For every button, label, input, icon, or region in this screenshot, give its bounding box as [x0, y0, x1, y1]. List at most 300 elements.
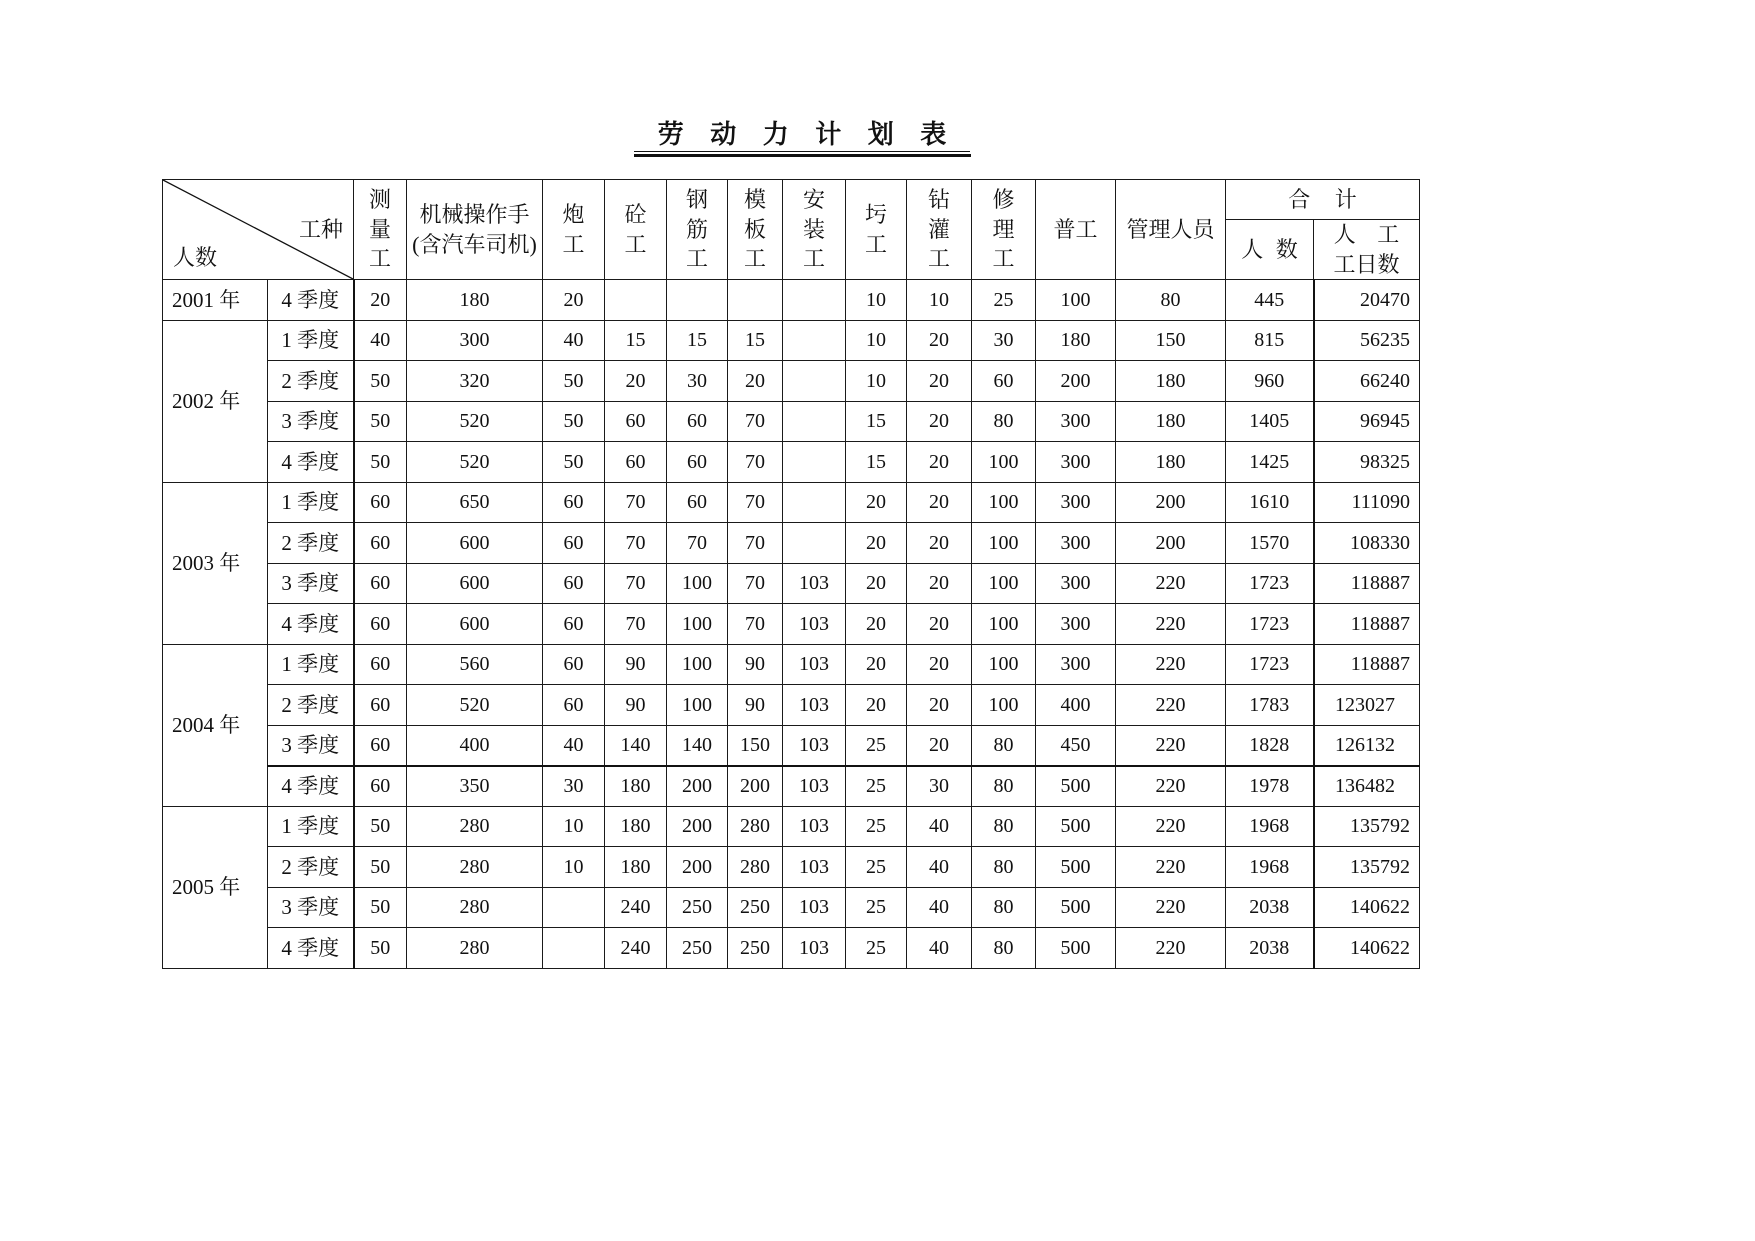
col-header-label: 管理人员 [1126, 216, 1215, 242]
cell-rebar-worker: 60 [667, 482, 728, 523]
year-cell: 2001 年 [163, 280, 268, 321]
cell-installer [783, 280, 846, 321]
col-header-total [1226, 180, 1420, 220]
col-header-machine-operator [407, 180, 543, 280]
cell-surveyor: 60 [354, 644, 407, 685]
cell-rebar-worker: 250 [667, 928, 728, 969]
cell-total-headcount: 2038 [1226, 887, 1314, 928]
year-cell: 2003 年 [163, 482, 268, 644]
cell-mason: 25 [846, 766, 907, 807]
cell-general-laborer: 300 [1036, 442, 1116, 483]
cell-drill-grout-worker: 20 [907, 725, 972, 766]
cell-total-workdays: 140622 [1314, 887, 1420, 928]
cell-mason: 20 [846, 523, 907, 564]
cell-drill-grout-worker: 20 [907, 401, 972, 442]
table-row [163, 725, 1420, 766]
title-underline-thick [634, 154, 971, 157]
cell-rebar-worker [667, 280, 728, 321]
table-header [163, 180, 1420, 280]
cell-installer: 103 [783, 563, 846, 604]
cell-concrete-worker: 60 [605, 442, 667, 483]
cell-repair-worker: 100 [972, 604, 1036, 645]
col-header-label: 人 工 [1333, 222, 1400, 247]
cell-total-workdays: 108330 [1314, 523, 1420, 564]
cell-installer [783, 442, 846, 483]
col-header-drill-grout-worker [907, 180, 972, 280]
cell-management-staff: 220 [1116, 887, 1226, 928]
cell-general-laborer: 300 [1036, 604, 1116, 645]
cell-total-headcount: 1978 [1226, 766, 1314, 807]
cell-total-workdays: 136482 [1314, 766, 1420, 807]
cell-blaster: 60 [543, 563, 605, 604]
cell-blaster: 10 [543, 847, 605, 888]
year-cell: 2002 年 [163, 320, 268, 482]
cell-formwork-worker: 200 [728, 766, 783, 807]
cell-concrete-worker: 180 [605, 847, 667, 888]
table-row [163, 401, 1420, 442]
quarter-cell: 2 季度 [268, 685, 354, 726]
cell-total-workdays: 118887 [1314, 644, 1420, 685]
col-header-management-staff [1116, 180, 1226, 280]
cell-surveyor: 50 [354, 887, 407, 928]
cell-installer [783, 361, 846, 402]
cell-total-headcount: 1783 [1226, 685, 1314, 726]
quarter-cell: 2 季度 [268, 523, 354, 564]
cell-rebar-worker: 60 [667, 442, 728, 483]
cell-repair-worker: 80 [972, 887, 1036, 928]
cell-total-workdays: 96945 [1314, 401, 1420, 442]
cell-drill-grout-worker: 40 [907, 806, 972, 847]
cell-formwork-worker: 70 [728, 523, 783, 564]
cell-drill-grout-worker: 20 [907, 320, 972, 361]
cell-management-staff: 220 [1116, 685, 1226, 726]
cell-mason: 25 [846, 725, 907, 766]
cell-total-headcount: 445 [1226, 280, 1314, 321]
col-header-label: 钢筋工 [685, 187, 708, 272]
cell-concrete-worker: 60 [605, 401, 667, 442]
cell-management-staff: 180 [1116, 442, 1226, 483]
cell-rebar-worker: 70 [667, 523, 728, 564]
col-header-installer [783, 180, 846, 280]
cell-machine-operator: 520 [407, 442, 543, 483]
cell-concrete-worker: 20 [605, 361, 667, 402]
cell-formwork-worker: 280 [728, 847, 783, 888]
corner-header [163, 180, 354, 280]
col-header-label: 砼工 [624, 202, 647, 257]
table-row [163, 361, 1420, 402]
col-header-label: 炮工 [562, 202, 585, 257]
cell-rebar-worker: 140 [667, 725, 728, 766]
cell-mason: 15 [846, 401, 907, 442]
cell-management-staff: 180 [1116, 361, 1226, 402]
cell-machine-operator: 600 [407, 604, 543, 645]
cell-general-laborer: 300 [1036, 563, 1116, 604]
cell-rebar-worker: 200 [667, 806, 728, 847]
cell-concrete-worker: 70 [605, 563, 667, 604]
cell-concrete-worker: 70 [605, 604, 667, 645]
col-header-surveyor [354, 180, 407, 280]
cell-formwork-worker: 90 [728, 685, 783, 726]
cell-total-headcount: 2038 [1226, 928, 1314, 969]
table-body [163, 280, 1420, 969]
cell-formwork-worker [728, 280, 783, 321]
cell-rebar-worker: 100 [667, 644, 728, 685]
cell-installer: 103 [783, 644, 846, 685]
cell-general-laborer: 450 [1036, 725, 1116, 766]
cell-drill-grout-worker: 20 [907, 442, 972, 483]
corner-row-axis-label: 人数 [173, 245, 218, 270]
cell-general-laborer: 180 [1036, 320, 1116, 361]
cell-repair-worker: 80 [972, 928, 1036, 969]
cell-total-workdays: 135792 [1314, 847, 1420, 888]
cell-total-headcount: 1723 [1226, 563, 1314, 604]
cell-drill-grout-worker: 40 [907, 887, 972, 928]
cell-mason: 10 [846, 280, 907, 321]
cell-installer: 103 [783, 928, 846, 969]
cell-installer: 103 [783, 847, 846, 888]
table-row [163, 320, 1420, 361]
cell-installer [783, 401, 846, 442]
cell-blaster: 40 [543, 320, 605, 361]
cell-machine-operator: 400 [407, 725, 543, 766]
cell-surveyor: 50 [354, 401, 407, 442]
cell-concrete-worker [605, 280, 667, 321]
cell-total-workdays: 56235 [1314, 320, 1420, 361]
cell-rebar-worker: 15 [667, 320, 728, 361]
quarter-cell: 3 季度 [268, 725, 354, 766]
cell-general-laborer: 300 [1036, 523, 1116, 564]
title-underline-thin [634, 151, 970, 152]
col-header-mason [846, 180, 907, 280]
cell-concrete-worker: 240 [605, 928, 667, 969]
cell-rebar-worker: 200 [667, 847, 728, 888]
cell-surveyor: 50 [354, 442, 407, 483]
cell-total-workdays: 66240 [1314, 361, 1420, 402]
table-row [163, 887, 1420, 928]
cell-machine-operator: 280 [407, 847, 543, 888]
col-header-concrete-worker [605, 180, 667, 280]
cell-repair-worker: 100 [972, 442, 1036, 483]
quarter-cell: 4 季度 [268, 604, 354, 645]
cell-total-workdays: 20470 [1314, 280, 1420, 321]
cell-machine-operator: 300 [407, 320, 543, 361]
cell-rebar-worker: 60 [667, 401, 728, 442]
cell-drill-grout-worker: 20 [907, 685, 972, 726]
cell-repair-worker: 25 [972, 280, 1036, 321]
cell-concrete-worker: 180 [605, 806, 667, 847]
quarter-cell: 4 季度 [268, 766, 354, 807]
quarter-cell: 2 季度 [268, 361, 354, 402]
cell-mason: 20 [846, 685, 907, 726]
cell-general-laborer: 500 [1036, 806, 1116, 847]
col-header-blaster [543, 180, 605, 280]
cell-installer: 103 [783, 685, 846, 726]
cell-drill-grout-worker: 40 [907, 928, 972, 969]
cell-total-workdays: 111090 [1314, 482, 1420, 523]
cell-rebar-worker: 100 [667, 604, 728, 645]
cell-concrete-worker: 90 [605, 685, 667, 726]
cell-total-headcount: 1405 [1226, 401, 1314, 442]
cell-drill-grout-worker: 20 [907, 523, 972, 564]
cell-blaster: 20 [543, 280, 605, 321]
cell-concrete-worker: 15 [605, 320, 667, 361]
cell-general-laborer: 300 [1036, 644, 1116, 685]
cell-total-headcount: 1828 [1226, 725, 1314, 766]
cell-repair-worker: 100 [972, 482, 1036, 523]
cell-installer [783, 320, 846, 361]
cell-drill-grout-worker: 30 [907, 766, 972, 807]
cell-blaster [543, 887, 605, 928]
cell-general-laborer: 500 [1036, 847, 1116, 888]
cell-blaster: 40 [543, 725, 605, 766]
cell-total-headcount: 1610 [1226, 482, 1314, 523]
col-header-label: 圬工 [864, 202, 887, 257]
cell-total-workdays: 118887 [1314, 563, 1420, 604]
cell-general-laborer: 400 [1036, 685, 1116, 726]
col-header-repair-worker [972, 180, 1036, 280]
cell-machine-operator: 280 [407, 806, 543, 847]
cell-mason: 20 [846, 482, 907, 523]
cell-machine-operator: 600 [407, 563, 543, 604]
cell-installer: 103 [783, 766, 846, 807]
cell-formwork-worker: 70 [728, 563, 783, 604]
quarter-cell: 2 季度 [268, 847, 354, 888]
cell-general-laborer: 200 [1036, 361, 1116, 402]
quarter-cell: 1 季度 [268, 482, 354, 523]
cell-drill-grout-worker: 20 [907, 361, 972, 402]
cell-blaster: 30 [543, 766, 605, 807]
cell-total-headcount: 1723 [1226, 644, 1314, 685]
cell-formwork-worker: 280 [728, 806, 783, 847]
cell-mason: 25 [846, 847, 907, 888]
cell-management-staff: 220 [1116, 725, 1226, 766]
cell-surveyor: 60 [354, 685, 407, 726]
cell-management-staff: 220 [1116, 563, 1226, 604]
cell-drill-grout-worker: 20 [907, 644, 972, 685]
cell-surveyor: 60 [354, 482, 407, 523]
cell-rebar-worker: 250 [667, 887, 728, 928]
cell-formwork-worker: 70 [728, 482, 783, 523]
cell-concrete-worker: 70 [605, 523, 667, 564]
cell-formwork-worker: 20 [728, 361, 783, 402]
col-header-label: 合 计 [1288, 186, 1357, 212]
table-row [163, 766, 1420, 807]
cell-management-staff: 220 [1116, 928, 1226, 969]
table-row [163, 847, 1420, 888]
col-header-label: 钻灌工 [927, 187, 950, 272]
cell-machine-operator: 280 [407, 887, 543, 928]
cell-total-headcount: 1425 [1226, 442, 1314, 483]
col-header-total-workdays [1314, 220, 1420, 280]
cell-blaster: 10 [543, 806, 605, 847]
cell-management-staff: 180 [1116, 401, 1226, 442]
cell-management-staff: 200 [1116, 523, 1226, 564]
corner-header-box [163, 180, 353, 279]
cell-machine-operator: 520 [407, 685, 543, 726]
cell-repair-worker: 80 [972, 847, 1036, 888]
table-row [163, 644, 1420, 685]
cell-blaster [543, 928, 605, 969]
table-row [163, 928, 1420, 969]
cell-machine-operator: 320 [407, 361, 543, 402]
cell-surveyor: 60 [354, 523, 407, 564]
cell-total-workdays: 126132 [1314, 725, 1420, 766]
cell-blaster: 60 [543, 685, 605, 726]
cell-formwork-worker: 250 [728, 887, 783, 928]
cell-machine-operator: 600 [407, 523, 543, 564]
quarter-cell: 3 季度 [268, 401, 354, 442]
cell-blaster: 60 [543, 644, 605, 685]
quarter-cell: 4 季度 [268, 442, 354, 483]
col-header-formwork-worker [728, 180, 783, 280]
table-row [163, 442, 1420, 483]
cell-machine-operator: 520 [407, 401, 543, 442]
cell-formwork-worker: 70 [728, 442, 783, 483]
cell-mason: 20 [846, 563, 907, 604]
cell-mason: 15 [846, 442, 907, 483]
cell-machine-operator: 350 [407, 766, 543, 807]
cell-blaster: 50 [543, 361, 605, 402]
col-header-note: (含汽车司机) [412, 231, 537, 257]
cell-total-workdays: 123027 [1314, 685, 1420, 726]
cell-drill-grout-worker: 20 [907, 482, 972, 523]
quarter-cell: 3 季度 [268, 887, 354, 928]
cell-concrete-worker: 90 [605, 644, 667, 685]
cell-surveyor: 60 [354, 725, 407, 766]
col-header-label: 测量工 [368, 187, 391, 272]
col-header-label: 修理工 [992, 187, 1015, 272]
col-header-general-laborer [1036, 180, 1116, 280]
cell-total-headcount: 960 [1226, 361, 1314, 402]
header-row [163, 180, 1420, 220]
cell-general-laborer: 500 [1036, 766, 1116, 807]
quarter-cell: 3 季度 [268, 563, 354, 604]
col-header-total-headcount [1226, 220, 1314, 280]
cell-concrete-worker: 70 [605, 482, 667, 523]
cell-mason: 20 [846, 604, 907, 645]
cell-repair-worker: 80 [972, 806, 1036, 847]
cell-rebar-worker: 200 [667, 766, 728, 807]
cell-total-workdays: 118887 [1314, 604, 1420, 645]
cell-management-staff: 200 [1116, 482, 1226, 523]
cell-total-workdays: 98325 [1314, 442, 1420, 483]
cell-formwork-worker: 150 [728, 725, 783, 766]
cell-installer [783, 523, 846, 564]
cell-machine-operator: 650 [407, 482, 543, 523]
cell-repair-worker: 100 [972, 523, 1036, 564]
cell-management-staff: 220 [1116, 644, 1226, 685]
labor-plan-table [162, 179, 1420, 969]
col-header-label: 工日数 [1333, 251, 1400, 277]
cell-repair-worker: 80 [972, 725, 1036, 766]
cell-drill-grout-worker: 20 [907, 604, 972, 645]
cell-management-staff: 80 [1116, 280, 1226, 321]
cell-blaster: 60 [543, 482, 605, 523]
cell-installer: 103 [783, 806, 846, 847]
cell-rebar-worker: 100 [667, 563, 728, 604]
table-row [163, 604, 1420, 645]
cell-installer: 103 [783, 725, 846, 766]
col-header-label: 人 数 [1241, 236, 1298, 262]
col-header-label: 普工 [1053, 216, 1098, 242]
cell-installer [783, 482, 846, 523]
cell-management-staff: 220 [1116, 604, 1226, 645]
year-cell: 2005 年 [163, 806, 268, 968]
cell-formwork-worker: 90 [728, 644, 783, 685]
cell-surveyor: 50 [354, 361, 407, 402]
table-row [163, 806, 1420, 847]
table-row [163, 563, 1420, 604]
cell-concrete-worker: 240 [605, 887, 667, 928]
table-row [163, 280, 1420, 321]
cell-total-headcount: 1968 [1226, 847, 1314, 888]
cell-management-staff: 220 [1116, 766, 1226, 807]
cell-blaster: 60 [543, 523, 605, 564]
corner-column-axis-label: 工种 [298, 217, 343, 242]
cell-total-headcount: 1723 [1226, 604, 1314, 645]
quarter-cell: 1 季度 [268, 806, 354, 847]
quarter-cell: 1 季度 [268, 320, 354, 361]
cell-management-staff: 220 [1116, 806, 1226, 847]
cell-general-laborer: 500 [1036, 928, 1116, 969]
cell-formwork-worker: 70 [728, 401, 783, 442]
cell-drill-grout-worker: 40 [907, 847, 972, 888]
cell-machine-operator: 280 [407, 928, 543, 969]
cell-management-staff: 220 [1116, 847, 1226, 888]
cell-formwork-worker: 70 [728, 604, 783, 645]
cell-total-headcount: 1968 [1226, 806, 1314, 847]
cell-mason: 20 [846, 644, 907, 685]
cell-mason: 25 [846, 928, 907, 969]
cell-total-workdays: 140622 [1314, 928, 1420, 969]
cell-repair-worker: 100 [972, 563, 1036, 604]
cell-general-laborer: 300 [1036, 401, 1116, 442]
cell-surveyor: 40 [354, 320, 407, 361]
cell-general-laborer: 500 [1036, 887, 1116, 928]
cell-rebar-worker: 30 [667, 361, 728, 402]
cell-rebar-worker: 100 [667, 685, 728, 726]
cell-concrete-worker: 140 [605, 725, 667, 766]
cell-repair-worker: 80 [972, 401, 1036, 442]
col-header-label: 机械操作手 [419, 202, 530, 227]
col-header-label: 安装工 [802, 187, 825, 272]
cell-repair-worker: 100 [972, 685, 1036, 726]
cell-mason: 25 [846, 887, 907, 928]
cell-general-laborer: 300 [1036, 482, 1116, 523]
cell-total-headcount: 1570 [1226, 523, 1314, 564]
cell-total-headcount: 815 [1226, 320, 1314, 361]
cell-general-laborer: 100 [1036, 280, 1116, 321]
quarter-cell: 4 季度 [268, 928, 354, 969]
cell-surveyor: 50 [354, 806, 407, 847]
cell-total-workdays: 135792 [1314, 806, 1420, 847]
cell-drill-grout-worker: 10 [907, 280, 972, 321]
cell-repair-worker: 100 [972, 644, 1036, 685]
cell-repair-worker: 80 [972, 766, 1036, 807]
year-cell: 2004 年 [163, 644, 268, 806]
table-row [163, 685, 1420, 726]
table-row [163, 482, 1420, 523]
col-header-label: 模板工 [743, 187, 766, 272]
cell-blaster: 60 [543, 604, 605, 645]
cell-blaster: 50 [543, 442, 605, 483]
cell-mason: 25 [846, 806, 907, 847]
cell-surveyor: 50 [354, 847, 407, 888]
cell-repair-worker: 60 [972, 361, 1036, 402]
cell-concrete-worker: 180 [605, 766, 667, 807]
cell-blaster: 50 [543, 401, 605, 442]
cell-surveyor: 60 [354, 563, 407, 604]
